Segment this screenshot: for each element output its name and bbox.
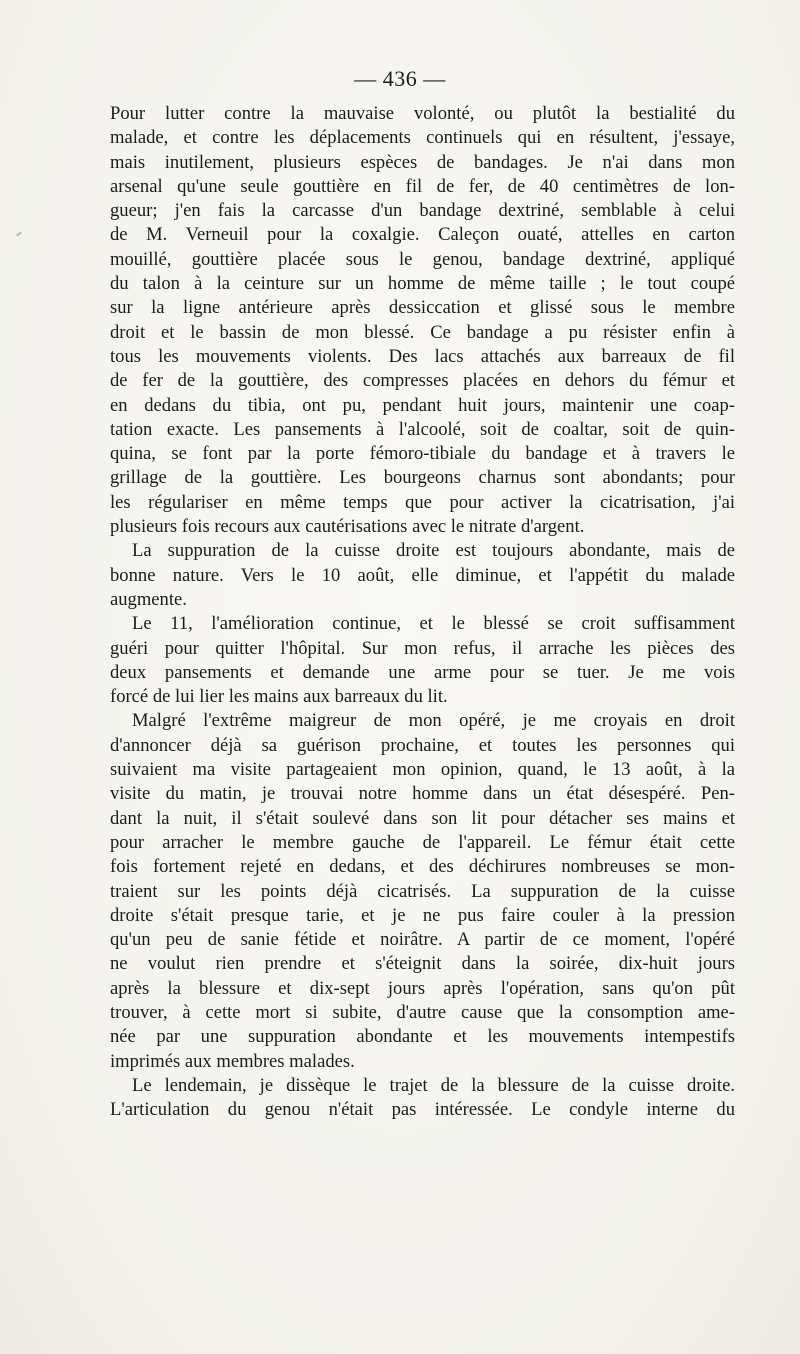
paragraph-bandages — [110, 102, 735, 539]
text-line: mais inutilement, plusieurs espèces de bandages. Je n'ai dans mon — [110, 151, 735, 173]
text-line: de M. Verneuil pour la coxalgie. Caleçon ouaté, attelles en carton — [110, 224, 735, 246]
paragraph-deces — [110, 709, 735, 1073]
text-line: deux pansements et demande une arme pour se tuer. Je me vois — [110, 661, 735, 683]
text-line: droit et le bassin de mon blessé. Ce bandage a pu résister enfin à — [110, 321, 735, 343]
text-line: du talon à la ceinture sur un homme de même taille ; le tout coupé — [110, 273, 735, 295]
text-line: Le lendemain, je dissèque le trajet de la blessure de la cuisse droite. — [132, 1074, 735, 1096]
paragraph-amelioration — [110, 612, 735, 709]
text-line: mouillé, gouttière placée sous le genou, bandage dextriné, appliqué — [110, 248, 735, 270]
text-line: en dedans du tibia, ont pu, pendant huit jours, maintenir une coap- — [110, 394, 735, 416]
text-line: droite s'était presque tarie, et je ne pus faire couler à la pression — [110, 904, 735, 926]
paragraph-suppuration — [110, 539, 735, 612]
text-line: gueur; j'en fais la carcasse d'un bandage dextriné, semblable à celui — [110, 200, 735, 222]
text-line: qu'un peu de sanie fétide et noirâtre. A partir de ce moment, l'opéré — [110, 929, 735, 951]
text-line: après la blessure et dix-sept jours après l'opération, sans qu'on pût — [110, 977, 735, 999]
text-line: arsenal qu'une seule gouttière en fil de fer, de 40 centimètres de lon- — [110, 175, 735, 197]
text-line: ne voulut rien prendre et s'éteignit dans la soirée, dix-huit jours — [110, 953, 735, 975]
text-line: quina, se font par la porte fémoro-tibiale du bandage et à travers le — [110, 443, 735, 465]
text-line: augmente. — [110, 588, 187, 610]
text-line: traient sur les points déjà cicatrisés. La suppuration de la cuisse — [110, 880, 735, 902]
paragraph-dissection — [110, 1074, 735, 1123]
text-line: tation exacte. Les pansements à l'alcoolé, soit de coaltar, soit de quin- — [110, 418, 735, 440]
text-line: tous les mouvements violents. Des lacs attachés aux barreaux de fil — [110, 345, 735, 367]
text-line: de fer de la gouttière, des compresses placées en dehors du fémur et — [110, 370, 735, 392]
text-line: née par une suppuration abondante et les mouvements intempestifs — [110, 1026, 735, 1048]
text-line: Le 11, l'amélioration continue, et le blessé se croit suffisamment — [132, 613, 735, 635]
text-line: les régulariser en même temps que pour activer la cicatrisation, j'ai — [110, 491, 735, 513]
text-line: sur la ligne antérieure après dessiccation et glissé sous le membre — [110, 297, 735, 319]
text-line: bonne nature. Vers le 10 août, elle diminue, et l'appétit du malade — [110, 564, 735, 586]
page-number: — 436 — — [354, 66, 446, 91]
text-line: Pour lutter contre la mauvaise volonté, ou plutôt la bestialité du — [110, 103, 735, 124]
text-line: plusieurs fois recours aux cautérisations avec le nitrate d'argent. — [110, 516, 585, 538]
paper-speck — [16, 231, 22, 236]
text-line: L'articulation du genou n'était pas intéressée. Le condyle interne du — [110, 1099, 735, 1121]
text-line: d'annoncer déjà sa guérison prochaine, et toutes les personnes qui — [110, 734, 735, 756]
text-line: forcé de lui lier les mains aux barreaux du lit. — [110, 686, 448, 708]
text-line: Malgré l'extrême maigreur de mon opéré, je me croyais en droit — [132, 710, 735, 732]
text-line: visite du matin, je trouvai notre homme dans un état désespéré. Pen- — [110, 783, 735, 805]
text-line: trouver, à cette mort si subite, d'autre cause que la consomption ame- — [110, 1001, 735, 1023]
text-line: fois fortement rejeté en dedans, et des déchirures nombreuses se mon- — [110, 856, 735, 878]
text-line: imprimés aux membres malades. — [110, 1050, 355, 1072]
text-line: La suppuration de la cuisse droite est toujours abondante, mais de — [132, 540, 735, 562]
text-line: pour arracher le membre gauche de l'appareil. Le fémur était cette — [110, 831, 735, 853]
text-line: dant la nuit, il s'était soulevé dans son lit pour détacher ses mains et — [110, 807, 735, 829]
text-line: suivaient ma visite partageaient mon opinion, quand, le 13 août, à la — [110, 759, 735, 781]
body-text — [110, 102, 735, 1122]
text-line: malade, et contre les déplacements continuels qui en résultent, j'essaye, — [110, 127, 735, 149]
text-line: guéri pour quitter l'hôpital. Sur mon refus, il arrache les pièces des — [110, 637, 735, 659]
text-line: grillage de la gouttière. Les bourgeons charnus sont abondants; pour — [110, 467, 735, 489]
